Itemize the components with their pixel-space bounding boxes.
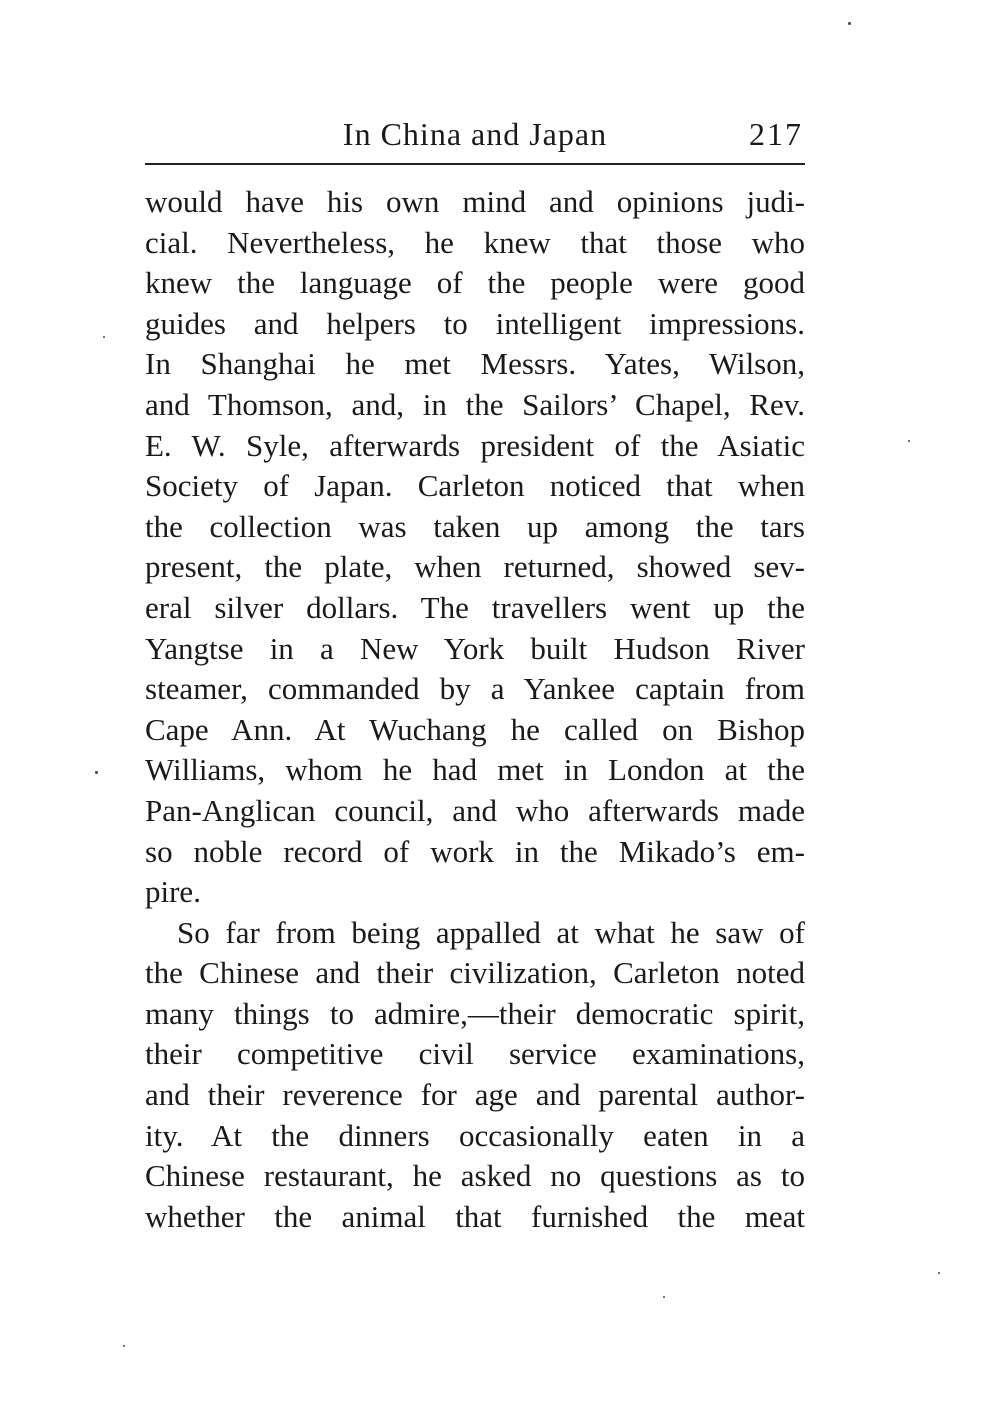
text-line: Yangtse in a New York built Hudson River — [145, 630, 805, 666]
text-line: cial. Nevertheless, he knew that those who — [145, 224, 805, 260]
scan-speck — [908, 440, 910, 442]
text-line: Pan-Anglican council, and who afterwards made — [145, 792, 805, 828]
text-line: In Shanghai he met Messrs. Yates, Wilson, — [145, 346, 805, 382]
scan-speck — [848, 22, 851, 25]
scan-speck — [103, 336, 105, 338]
body-text — [145, 182, 805, 1237]
text-line: Chinese restaurant, he asked no questions as to — [145, 1158, 805, 1194]
text-line: present, the plate, when returned, showed sev- — [145, 549, 805, 585]
text-line: Society of Japan. Carleton noticed that when — [145, 468, 805, 504]
scan-speck — [95, 771, 98, 774]
text-line: the Chinese and their civilization, Carleton noted — [145, 955, 805, 991]
text-line: knew the language of the people were good — [145, 265, 805, 301]
scan-speck — [663, 1296, 665, 1298]
scan-speck — [123, 1345, 125, 1347]
page-header — [145, 112, 805, 156]
text-line: and Thomson, and, in the Sailors’ Chapel, Rev. — [145, 386, 805, 422]
text-line: would have his own mind and opinions judi- — [145, 184, 805, 219]
text-line: and their reverence for age and parental author- — [145, 1077, 805, 1113]
running-title: In China and Japan — [342, 116, 608, 152]
text-line: Williams, whom he had met in London at the — [145, 752, 805, 788]
text-line: steamer, commanded by a Yankee captain from — [145, 671, 805, 707]
text-line: ity. At the dinners occasionally eaten in a — [145, 1117, 805, 1153]
text-line: many things to admire,—their democratic spirit, — [145, 995, 805, 1031]
header-rule — [145, 163, 805, 165]
paragraph-2 — [145, 913, 805, 1238]
text-line: pire. — [145, 874, 201, 910]
text-line: E. W. Syle, afterwards president of the Asiatic — [145, 427, 805, 463]
text-line: guides and helpers to intelligent impressions. — [145, 305, 805, 341]
paragraph-1 — [145, 182, 805, 913]
text-line: whether the animal that furnished the meat — [145, 1198, 805, 1234]
text-line: eral silver dollars. The travellers went up the — [145, 589, 805, 625]
text-line: their competitive civil service examinations, — [145, 1036, 805, 1072]
text-line: the collection was taken up among the tars — [145, 508, 805, 544]
text-line: so noble record of work in the Mikado’s em- — [145, 833, 805, 869]
text-line: So far from being appalled at what he saw of — [177, 914, 805, 950]
text-line: Cape Ann. At Wuchang he called on Bishop — [145, 711, 805, 747]
scan-speck — [938, 1272, 940, 1274]
page-number: 217 — [749, 116, 803, 152]
